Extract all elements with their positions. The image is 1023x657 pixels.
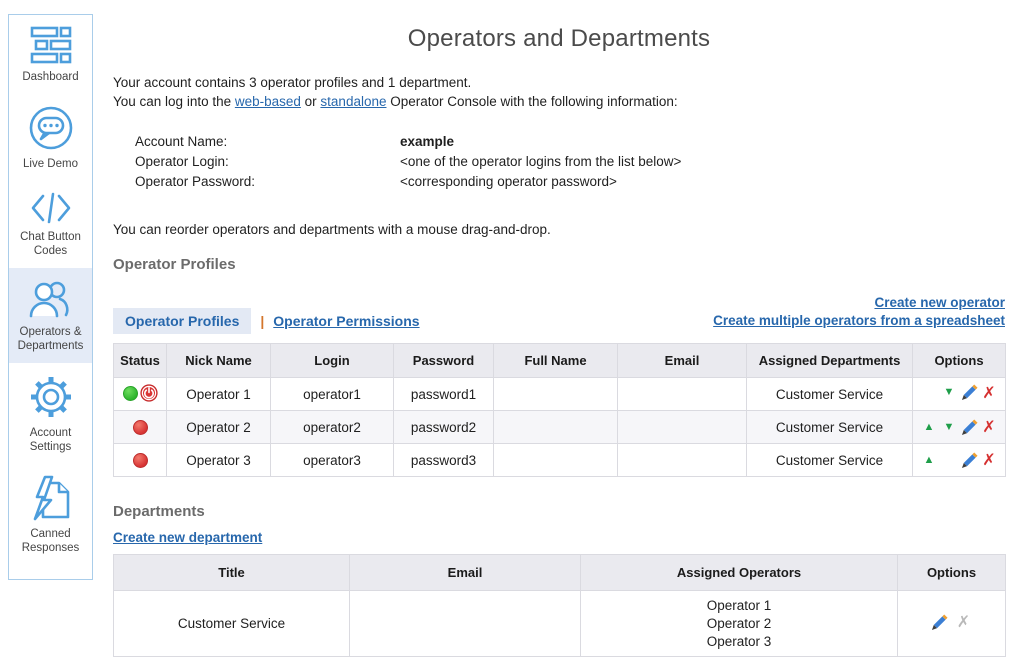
operator-password-label: Operator Password: bbox=[135, 174, 256, 189]
move-up-icon[interactable]: ▲ bbox=[923, 453, 935, 466]
password-cell: password1 bbox=[394, 378, 494, 411]
delete-icon[interactable]: ✗ bbox=[982, 417, 996, 437]
power-toggle-icon[interactable] bbox=[140, 384, 158, 402]
operators-departments-icon bbox=[28, 279, 74, 319]
account-name-value: example bbox=[400, 134, 455, 149]
account-name-label: Account Name: bbox=[135, 134, 228, 149]
full-name-cell bbox=[494, 411, 618, 444]
edit-icon[interactable] bbox=[960, 451, 978, 469]
password-cell: password3 bbox=[394, 444, 494, 477]
col-options: Options bbox=[898, 555, 1006, 591]
departments-heading: Departments bbox=[113, 503, 205, 520]
dashboard-icon bbox=[29, 26, 73, 64]
operator-row-3 bbox=[114, 444, 1006, 477]
create-links bbox=[713, 294, 1005, 334]
options-cell bbox=[913, 444, 1006, 477]
sidebar-item-label: Chat Button Codes bbox=[20, 231, 81, 257]
assigned-operator: Operator 2 bbox=[706, 615, 772, 631]
sidebar-item-canned-responses[interactable] bbox=[9, 464, 92, 565]
operator-profiles-heading: Operator Profiles bbox=[113, 256, 236, 273]
edit-icon[interactable] bbox=[960, 384, 978, 402]
operator-tabbar bbox=[113, 294, 1005, 334]
col-email: Email bbox=[618, 344, 747, 378]
sidebar-item-account-settings[interactable] bbox=[9, 363, 92, 464]
operator-table-header bbox=[114, 344, 1006, 378]
email-cell bbox=[618, 444, 747, 477]
assigned-departments-cell: Customer Service bbox=[747, 378, 913, 411]
operator-password-value: <corresponding operator password> bbox=[400, 174, 617, 189]
col-full-name: Full Name bbox=[494, 344, 618, 378]
sidebar-item-operators-departments[interactable] bbox=[9, 268, 92, 363]
nick-name-cell: Operator 3 bbox=[167, 444, 271, 477]
department-row-1 bbox=[114, 591, 1006, 657]
assigned-operator: Operator 3 bbox=[706, 633, 772, 649]
sidebar bbox=[8, 14, 93, 580]
status-offline-icon bbox=[133, 420, 148, 435]
intro-text bbox=[113, 73, 1005, 111]
chat-button-codes-icon bbox=[28, 192, 74, 224]
col-assigned-departments: Assigned Departments bbox=[747, 344, 913, 378]
col-title: Title bbox=[114, 555, 350, 591]
email-cell bbox=[618, 378, 747, 411]
col-status: Status bbox=[114, 344, 167, 378]
department-table bbox=[113, 554, 1006, 657]
operator-tabs bbox=[113, 308, 420, 334]
options-cell bbox=[913, 378, 1006, 411]
col-login: Login bbox=[271, 344, 394, 378]
canned-responses-icon bbox=[29, 475, 73, 521]
live-demo-icon bbox=[28, 105, 74, 151]
sidebar-item-label: Dashboard bbox=[22, 71, 79, 83]
password-cell: password2 bbox=[394, 411, 494, 444]
main-content bbox=[113, 0, 1005, 657]
full-name-cell bbox=[494, 378, 618, 411]
assigned-departments-cell: Customer Service bbox=[747, 411, 913, 444]
login-cell: operator3 bbox=[271, 444, 394, 477]
sidebar-item-chat-button-codes[interactable] bbox=[9, 181, 92, 268]
standalone-link[interactable]: standalone bbox=[320, 94, 387, 109]
login-cell: operator2 bbox=[271, 411, 394, 444]
sidebar-item-dashboard[interactable] bbox=[9, 15, 92, 94]
account-name-row bbox=[135, 132, 1005, 152]
status-online-icon bbox=[123, 386, 138, 401]
full-name-cell bbox=[494, 444, 618, 477]
options-cell bbox=[898, 591, 1006, 657]
web-based-link[interactable]: web-based bbox=[234, 94, 301, 109]
sidebar-item-label: Operators & Departments bbox=[17, 326, 84, 352]
status-cell bbox=[114, 444, 167, 477]
create-multiple-operators-link[interactable]: Create multiple operators from a spreadsheet bbox=[713, 313, 1005, 328]
tab-operator-permissions[interactable]: Operator Permissions bbox=[273, 313, 420, 329]
sidebar-item-label: Live Demo bbox=[23, 158, 78, 170]
operator-row-2 bbox=[114, 411, 1006, 444]
nick-name-cell: Operator 1 bbox=[167, 378, 271, 411]
login-cell: operator1 bbox=[271, 378, 394, 411]
nick-name-cell: Operator 2 bbox=[167, 411, 271, 444]
email-cell bbox=[350, 591, 581, 657]
create-new-department-link[interactable]: Create new department bbox=[113, 530, 263, 545]
status-cell bbox=[114, 378, 167, 411]
title-cell: Customer Service bbox=[114, 591, 350, 657]
intro-line-2: You can log into the web-based or standalone Operator Console with the following information: bbox=[113, 94, 678, 109]
intro-line-1: Your account contains 3 operator profiles and 1 department. bbox=[113, 75, 472, 90]
sidebar-item-live-demo[interactable] bbox=[9, 94, 92, 181]
operator-password-row bbox=[135, 172, 1005, 192]
operator-row-1 bbox=[114, 378, 1006, 411]
col-options: Options bbox=[913, 344, 1006, 378]
operator-login-label: Operator Login: bbox=[135, 154, 229, 169]
delete-icon[interactable]: ✗ bbox=[982, 450, 996, 470]
department-table-header bbox=[114, 555, 1006, 591]
col-password: Password bbox=[394, 344, 494, 378]
sidebar-item-label: Account Settings bbox=[29, 427, 72, 453]
tab-separator: | bbox=[260, 313, 265, 329]
email-cell bbox=[618, 411, 747, 444]
page-title: Operators and Departments bbox=[407, 25, 711, 52]
delete-icon-disabled: ✗ bbox=[956, 612, 971, 632]
status-offline-icon bbox=[133, 453, 148, 468]
move-down-placeholder bbox=[940, 451, 958, 469]
status-cell bbox=[114, 411, 167, 444]
assigned-operators-cell bbox=[581, 591, 898, 657]
col-email: Email bbox=[350, 555, 581, 591]
col-nick-name: Nick Name bbox=[167, 344, 271, 378]
operator-login-row bbox=[135, 152, 1005, 172]
create-new-operator-link[interactable]: Create new operator bbox=[874, 295, 1005, 310]
reorder-note: You can reorder operators and departments with a mouse drag-and-drop. bbox=[113, 222, 551, 237]
account-settings-icon bbox=[28, 374, 74, 420]
assigned-departments-cell: Customer Service bbox=[747, 444, 913, 477]
edit-icon[interactable] bbox=[960, 418, 978, 436]
move-up-icon[interactable]: ▲ bbox=[923, 420, 935, 433]
move-up-placeholder bbox=[920, 384, 938, 402]
delete-icon[interactable]: ✗ bbox=[982, 382, 996, 402]
credentials-block bbox=[135, 132, 1005, 192]
options-cell bbox=[913, 411, 1006, 444]
operator-table bbox=[113, 343, 1006, 477]
move-down-icon[interactable]: ▼ bbox=[943, 420, 955, 433]
edit-icon[interactable] bbox=[931, 613, 949, 631]
tab-operator-profiles[interactable]: Operator Profiles bbox=[113, 308, 251, 334]
assigned-operator: Operator 1 bbox=[706, 597, 772, 613]
operator-login-value: <one of the operator logins from the list below> bbox=[400, 154, 682, 169]
move-down-icon[interactable]: ▼ bbox=[943, 386, 955, 398]
col-assigned-operators: Assigned Operators bbox=[581, 555, 898, 591]
sidebar-item-label: Canned Responses bbox=[21, 528, 80, 554]
